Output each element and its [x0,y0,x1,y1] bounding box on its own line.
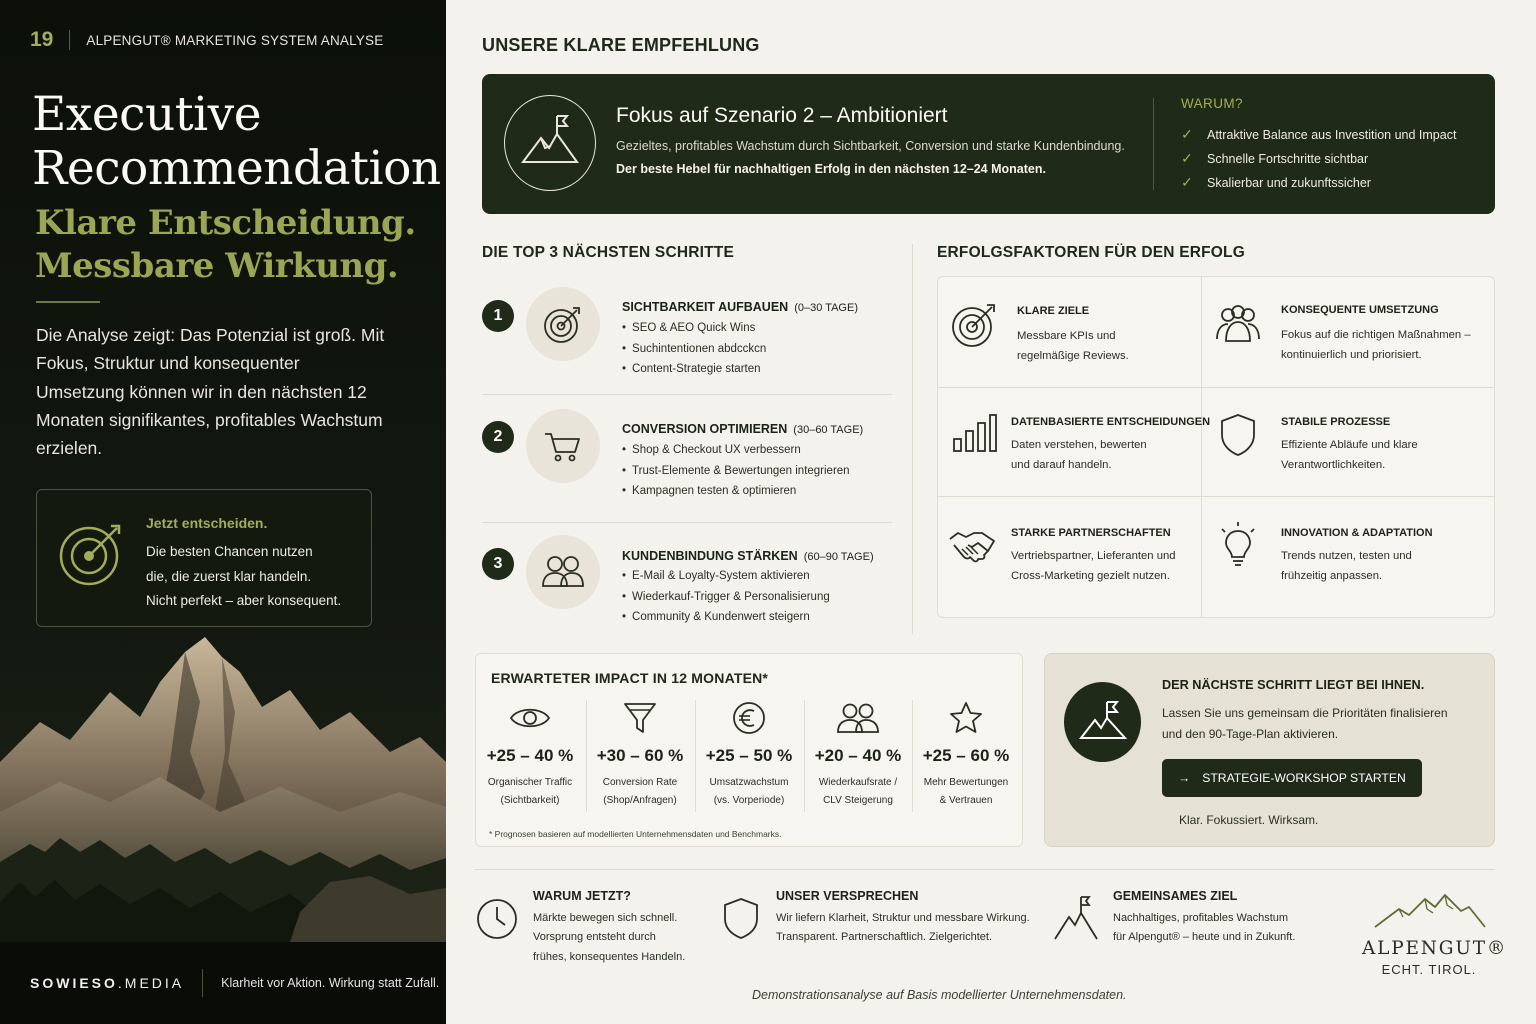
step-number: 2 [482,421,514,453]
bottom-title: GEMEINSAMES ZIEL [1113,889,1238,903]
impact-item [586,698,694,810]
users-icon [804,698,912,738]
logo-name: ALPENGUT® [1362,938,1508,959]
alpengut-logo [1362,887,1508,987]
factor-line: Trends nutzen, testen und [1281,550,1412,562]
factor-line: Fokus auf die richtigen Maßnahmen – [1281,329,1471,341]
why-item [1181,150,1368,167]
step-days: (30–60 TAGE) [793,424,864,436]
factor-title: INNOVATION & ADAPTATION [1281,527,1433,539]
step-item [482,287,892,387]
divider [938,387,1494,388]
step-title-label: KUNDENBINDUNG STÄRKEN [622,549,798,563]
factor-text [1011,546,1221,586]
divider [482,394,892,395]
left-panel [0,0,446,1024]
step-title [622,422,863,436]
title-line-1: Executive [32,87,262,142]
factor-title: DATENBASIERTE ENTSCHEIDUNGEN [1011,416,1211,428]
decide-line-1: Die besten Chancen nutzen [146,544,313,559]
bottom-line: Märkte bewegen sich schnell. [533,912,678,924]
strategy-workshop-button[interactable] [1162,759,1422,797]
star-icon [912,698,1020,738]
factor-line: frühzeitig anpassen. [1281,570,1383,582]
bottom-line: Transparent. Partnerschaftlich. Zielgerichtet. [776,931,993,944]
impact-label-line: Conversion Rate [602,777,678,788]
factor-text [1281,435,1491,475]
step-bullet: • Shop & Checkout UX verbessern [622,440,850,461]
impact-value: +25 – 50 % [705,746,793,765]
mountain-illustration [0,612,446,942]
target-icon [526,287,600,361]
factor-text [1011,435,1221,475]
cart-icon [526,409,600,483]
recommendation-highlight: Der beste Hebel für nachhaltigen Erfolg in den nächsten 12–24 Monaten. [616,162,1046,176]
step-bullet: • SEO & AEO Quick Wins [622,318,766,339]
step-bullets [622,440,850,502]
step-bullet: • Kampagnen testen & optimieren [622,481,850,502]
euro-icon [695,698,803,738]
brand-bold: SOWIESO [30,975,118,991]
divider [1153,98,1154,190]
impact-value: +25 – 40 % [486,746,574,765]
handshake-icon [948,521,996,569]
accent-divider [36,301,100,303]
step-bullet: • Content-Strategie starten [622,359,766,380]
factor-line: Effiziente Abläufe und klare [1281,439,1418,451]
eye-icon [476,698,584,738]
steps-section-title: DIE TOP 3 NÄCHSTEN SCHRITTE [482,244,734,261]
decide-line-3: Nicht perfekt – aber konsequent. [146,593,342,608]
impact-label [912,774,1020,810]
arrow-right-icon: → [1178,771,1191,785]
step-title [622,300,858,314]
divider [912,244,913,634]
logo-subtitle: ECHT. TIROL. [1381,962,1477,977]
step-days: (60–90 TAGE) [803,551,874,563]
page-subtitle [35,202,416,288]
mountain-flag-icon [1053,893,1101,941]
title-line-2: Recommendation [32,141,441,196]
impact-panel [475,653,1023,847]
impact-label [804,774,912,810]
impact-footnote: * Prognosen basieren auf modellierten Unternehmensdaten und Benchmarks. [489,829,782,839]
page-number: 19 [30,28,54,51]
why-item [1181,126,1456,143]
shield-icon [717,893,765,941]
bottom-text [533,909,733,967]
divider [202,969,203,997]
factor-line: Vertriebspartner, Lieferanten und [1011,550,1176,562]
step-item [482,535,892,635]
factors-section-title: ERFOLGSFAKTOREN FÜR DEN ERFOLG [937,244,1245,261]
step-bullets [622,566,830,628]
factor-title: KLARE ZIELE [1017,305,1090,317]
step-number: 1 [482,300,514,332]
impact-label [695,774,803,810]
page-header [30,28,383,52]
cta-tagline: Klar. Fokussiert. Wirksam. [1179,813,1319,827]
recommendation-section-title: UNSERE KLARE EMPFEHLUNG [482,35,760,55]
check-icon: ✓ [1181,126,1193,142]
check-icon: ✓ [1181,174,1193,190]
impact-label-line: (vs. Vorperiode) [713,795,785,806]
step-days: (0–30 TAGE) [794,302,858,314]
bottom-line: frühes, konsequentes Handeln. [533,950,686,963]
bottom-line: Wir liefern Klarheit, Struktur und messbare Wirkung. [776,912,1030,924]
factor-title: STABILE PROZESSE [1281,416,1391,428]
divider [475,869,1495,870]
lightbulb-icon [1214,521,1262,569]
impact-label [476,774,584,810]
impact-label-line: (Shop/Anfragen) [603,795,677,806]
impact-label-line: Umsatzwachstum [709,777,789,788]
impact-label-line: (Sichtbarkeit) [500,795,560,806]
agency-brand [30,975,184,991]
divider [69,30,70,50]
recommendation-title: Fokus auf Szenario 2 – Ambitioniert [616,104,948,127]
impact-label-line: CLV Steigerung [823,795,893,806]
factor-text [1281,325,1496,365]
mountain-logo-icon [1369,887,1489,931]
divider [482,522,892,523]
divider [938,496,1494,497]
factor-text [1281,546,1491,586]
impact-label-line: Mehr Bewertungen [923,777,1009,788]
bottom-title: WARUM JETZT? [533,889,631,903]
why-item [1181,174,1371,191]
bottom-line: Nachhaltiges, profitables Wachstum [1113,912,1289,924]
why-item-label: Schnelle Fortschritte sichtbar [1207,151,1369,166]
step-title [622,549,874,563]
factor-line: kontinuierlich und priorisiert. [1281,349,1422,361]
clock-icon [475,893,523,941]
impact-item [695,698,803,810]
factor-line: und darauf handeln. [1011,459,1112,471]
factor-line: Cross-Marketing gezielt nutzen. [1011,570,1170,582]
impact-value: +25 – 60 % [922,746,1010,765]
why-item-label: Skalierbar und zukunftssicher [1207,175,1371,190]
factors-grid [937,276,1495,618]
why-item-label: Attraktive Balance aus Investition und Impact [1207,127,1457,142]
check-icon: ✓ [1181,150,1193,166]
impact-label-line: Wiederkaufsrate / [818,777,898,788]
subtitle-line-2: Messbare Wirkung. [35,246,399,286]
impact-section-title: ERWARTETER IMPACT IN 12 MONATEN* [491,670,769,686]
step-bullet: • Suchintentionen abdcckcn [622,339,766,360]
factor-text [1017,326,1227,366]
factor-line: Daten verstehen, bewerten [1011,439,1147,451]
step-number: 3 [482,548,514,580]
factor-title: KONSEQUENTE UMSETZUNG [1281,304,1439,316]
bottom-line: Vorsprung entsteht durch [533,931,656,944]
shield-icon [1214,411,1262,459]
step-bullet: • Community & Kundenwert steigern [622,607,830,628]
impact-label-line: Organischer Traffic [487,777,573,788]
target-icon [57,518,127,588]
impact-value: +20 – 40 % [814,746,902,765]
footer-left [0,942,446,1024]
step-title-label: SICHTBARKEIT AUFBAUEN [622,300,789,314]
intro-text: Die Analyse zeigt: Das Potenzial ist groß. Mit Fokus, Struktur und konsequenter Umsetzung können wir in den nächsten 12 Monaten signifikantes, profitables Wachstum erzielen. [36,325,385,459]
step-bullet: • Wiederkauf-Trigger & Personalisierung [622,587,830,608]
step-item [482,409,892,509]
impact-value: +30 – 60 % [596,746,684,765]
cta-text: Lassen Sie uns gemeinsam die Prioritäten finalisieren und den 90-Tage-Plan aktivieren. [1162,706,1448,741]
subtitle-line-1: Klare Entscheidung. [35,203,416,243]
step-title-label: CONVERSION OPTIMIEREN [622,422,788,436]
document-title: ALPENGUT® MARKETING SYSTEM ANALYSE [86,32,384,48]
factor-line: regelmäßige Reviews. [1017,350,1129,362]
factor-title: STARKE PARTNERSCHAFTEN [1011,527,1171,539]
step-bullet: • Trust-Elemente & Bewertungen integrieren [622,461,850,482]
impact-label-line: & Vertrauen [939,795,993,806]
bottom-text [776,909,1046,948]
step-bullets [622,318,766,380]
brand-rest: .MEDIA [117,975,185,991]
bottom-title: UNSER VERSPRECHEN [776,889,919,903]
button-label: STRATEGIE-WORKSHOP STARTEN [1202,771,1406,785]
bar-chart-icon [950,411,998,459]
decide-box [36,489,372,627]
cta-title: DER NÄCHSTE SCHRITT LIEGT BEI IHNEN. [1162,678,1425,692]
why-title: WARUM? [1181,96,1243,111]
factor-line: Verantwortlichkeiten. [1281,459,1386,471]
team-icon [1214,301,1262,349]
recommendation-box [482,74,1495,214]
page-title [32,88,441,196]
impact-item [912,698,1020,810]
impact-item [804,698,912,810]
bottom-text [1113,909,1333,948]
agency-claim: Klarheit vor Aktion. Wirkung statt Zufall. [221,976,440,990]
funnel-icon [586,698,694,738]
target-icon [950,301,998,349]
mountain-flag-icon [1064,682,1141,762]
bottom-line: für Alpengut® – heute und in Zukunft. [1113,931,1296,944]
impact-label [586,774,694,810]
recommendation-subtitle: Gezieltes, profitables Wachstum durch Sichtbarkeit, Conversion und starke Kundenbindung. [616,139,1125,153]
users-icon [526,535,600,609]
step-bullet: • E-Mail & Loyalty-System aktivieren [622,566,830,587]
impact-item [476,698,584,810]
mountain-flag-icon [504,95,596,191]
decide-text [146,540,361,614]
decide-title: Jetzt entscheiden. [146,515,268,531]
cta-panel [1044,653,1495,847]
decide-line-2: die, die zuerst klar handeln. [146,568,312,584]
disclaimer: Demonstrationsanalyse auf Basis modellierter Unternehmensdaten. [752,988,1127,1002]
factor-line: Messbare KPIs und [1017,330,1116,342]
